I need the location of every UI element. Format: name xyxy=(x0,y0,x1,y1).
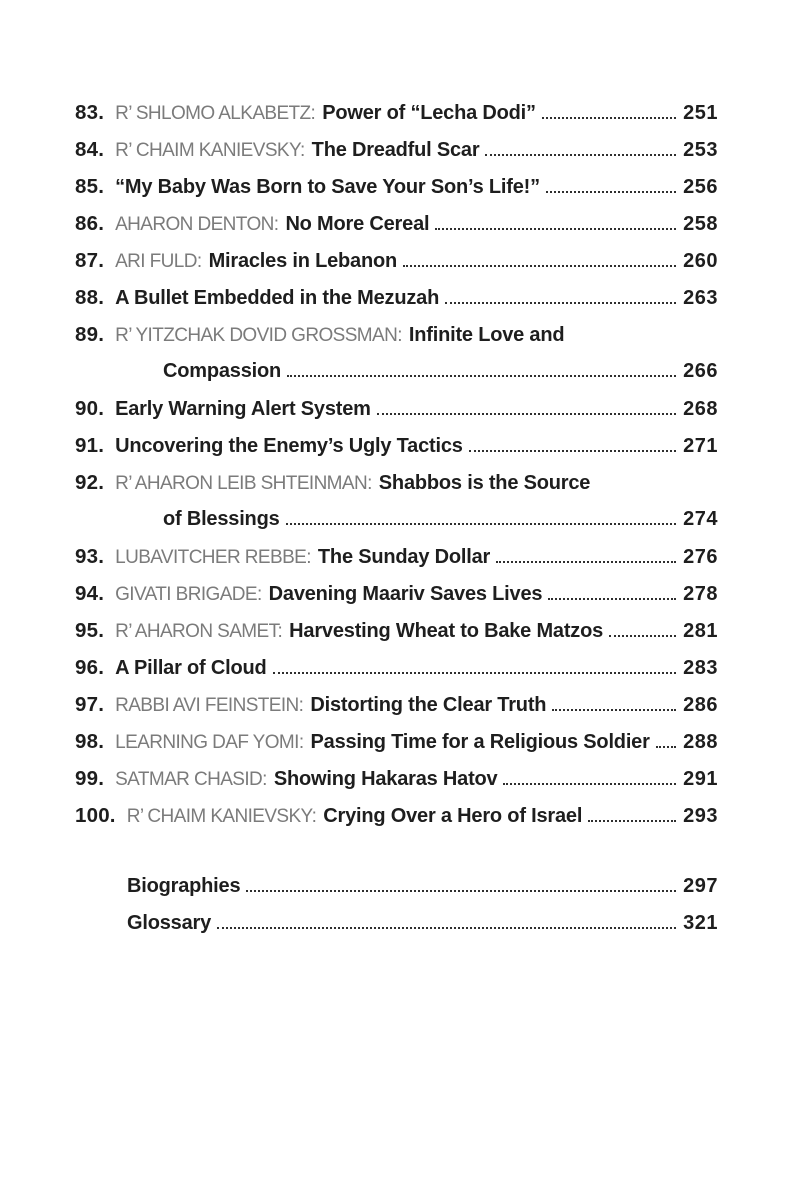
backmatter-list xyxy=(75,875,718,949)
toc-entry-row xyxy=(75,138,718,175)
entry-chapter-name: GIVATI BRIGADE: xyxy=(115,584,262,605)
entry-chapter-name: R’ YITZCHAK DOVID GROSSMAN: xyxy=(115,325,402,346)
entry-title: A Bullet Embedded in the Mezuzah xyxy=(115,287,440,309)
entry-title: The Dreadful Scar xyxy=(311,139,480,161)
entry-title: Crying Over a Hero of Israel xyxy=(323,805,583,827)
entry-number: 96. xyxy=(75,656,105,679)
dot-leader xyxy=(542,113,676,119)
entry-number: 99. xyxy=(75,767,105,790)
entry-page-number: 263 xyxy=(683,287,718,309)
entry-page-number: 258 xyxy=(683,213,718,235)
dot-leader xyxy=(273,668,677,674)
toc-entry-row xyxy=(75,101,718,138)
dot-leader xyxy=(469,446,676,452)
entry-page-number: 253 xyxy=(683,139,718,161)
toc-entry-row xyxy=(75,397,718,434)
entry-title: The Sunday Dollar xyxy=(317,546,491,568)
entry-title: A Pillar of Cloud xyxy=(115,657,267,679)
entry-number: 91. xyxy=(75,434,105,457)
toc-entry-row xyxy=(75,360,718,397)
entry-number: 97. xyxy=(75,693,105,716)
entry-title: Shabbos is the Source xyxy=(378,472,591,494)
entry-page-number: 288 xyxy=(683,731,718,753)
entry-title: Distorting the Clear Truth xyxy=(310,694,547,716)
entry-title: Power of “Lecha Dodi” xyxy=(322,102,536,124)
entry-chapter-name: R’ SHLOMO ALKABETZ: xyxy=(115,103,316,124)
toc-entry-row xyxy=(75,545,718,582)
entry-number: 90. xyxy=(75,397,105,420)
entry-page-number: 256 xyxy=(683,176,718,198)
toc-entry-row xyxy=(75,912,718,949)
toc-entry-row xyxy=(75,249,718,286)
entry-number: 86. xyxy=(75,212,105,235)
dot-leader xyxy=(496,557,676,563)
toc-entry-row xyxy=(75,730,718,767)
toc-entry-row xyxy=(75,212,718,249)
entry-page-number: 283 xyxy=(683,657,718,679)
toc-entry-row xyxy=(75,286,718,323)
entry-number: 85. xyxy=(75,175,105,198)
entry-number: 87. xyxy=(75,249,105,272)
toc-entry-row xyxy=(75,582,718,619)
entry-page-number: 268 xyxy=(683,398,718,420)
dot-leader xyxy=(403,261,676,267)
entry-title: Glossary xyxy=(127,912,212,934)
entry-title: of Blessings xyxy=(163,508,280,530)
dot-leader xyxy=(552,705,676,711)
dot-leader xyxy=(445,298,676,304)
toc-list xyxy=(75,101,718,841)
entry-title: No More Cereal xyxy=(285,213,430,235)
toc-entry-row xyxy=(75,619,718,656)
toc-entry-row xyxy=(75,767,718,804)
dot-leader xyxy=(546,187,676,193)
entry-page-number: 266 xyxy=(683,360,718,382)
dot-leader xyxy=(588,816,676,822)
entry-chapter-name: R’ AHARON SAMET: xyxy=(115,621,283,642)
entry-chapter-name: SATMAR CHASID: xyxy=(115,769,267,790)
entry-number: 89. xyxy=(75,323,105,346)
entry-chapter-name: LEARNING DAF YOMI: xyxy=(115,732,304,753)
entry-page-number: 274 xyxy=(683,508,718,530)
entry-chapter-name: ARI FULD: xyxy=(115,251,202,272)
entry-chapter-name: AHARON DENTON: xyxy=(115,214,279,235)
entry-page-number: 281 xyxy=(683,620,718,642)
entry-number: 95. xyxy=(75,619,105,642)
toc-entry-row xyxy=(75,804,718,841)
entry-number: 100. xyxy=(75,804,116,827)
toc-entry-row xyxy=(75,875,718,912)
entry-title: Uncovering the Enemy’s Ugly Tactics xyxy=(115,435,463,457)
entry-number: 94. xyxy=(75,582,105,605)
entry-page-number: 291 xyxy=(683,768,718,790)
dot-leader xyxy=(485,150,676,156)
entry-page-number: 297 xyxy=(683,875,718,897)
entry-page-number: 321 xyxy=(683,912,718,934)
toc-entry-row xyxy=(75,656,718,693)
entry-number: 92. xyxy=(75,471,105,494)
entry-chapter-name: RABBI AVI FEINSTEIN: xyxy=(115,695,304,716)
entry-number: 98. xyxy=(75,730,105,753)
toc-entry-row xyxy=(75,693,718,730)
entry-page-number: 260 xyxy=(683,250,718,272)
entry-title: Miracles in Lebanon xyxy=(208,250,398,272)
entry-number: 93. xyxy=(75,545,105,568)
entry-page-number: 278 xyxy=(683,583,718,605)
entry-title: Showing Hakaras Hatov xyxy=(273,768,498,790)
entry-title: Compassion xyxy=(163,360,282,382)
entry-number: 83. xyxy=(75,101,105,124)
entry-page-number: 286 xyxy=(683,694,718,716)
entry-number: 84. xyxy=(75,138,105,161)
dot-leader xyxy=(435,224,676,230)
dot-leader xyxy=(217,923,676,929)
dot-leader xyxy=(656,742,676,748)
entry-page-number: 276 xyxy=(683,546,718,568)
toc-content xyxy=(75,101,718,949)
entry-chapter-name: LUBAVITCHER REBBE: xyxy=(115,547,311,568)
entry-chapter-name: R’ CHAIM KANIEVSKY: xyxy=(115,140,305,161)
toc-entry-row xyxy=(75,323,718,360)
dot-leader xyxy=(548,594,676,600)
entry-title: “My Baby Was Born to Save Your Son’s Life!” xyxy=(115,176,540,198)
entry-title: Davening Maariv Saves Lives xyxy=(268,583,543,605)
toc-entry-row xyxy=(75,175,718,212)
dot-leader xyxy=(377,409,676,415)
entry-title: Harvesting Wheat to Bake Matzos xyxy=(289,620,604,642)
entry-chapter-name: R’ CHAIM KANIEVSKY: xyxy=(126,806,317,827)
entry-chapter-name: R’ AHARON LEIB SHTEINMAN: xyxy=(115,473,372,494)
dot-leader xyxy=(609,631,676,637)
entry-page-number: 271 xyxy=(683,435,718,457)
entry-title: Infinite Love and xyxy=(408,324,565,346)
entry-title: Early Warning Alert System xyxy=(115,398,371,420)
entry-title: Biographies xyxy=(127,875,241,897)
dot-leader xyxy=(246,886,676,892)
entry-title: Passing Time for a Religious Soldier xyxy=(310,731,650,753)
dot-leader xyxy=(286,519,677,525)
dot-leader xyxy=(503,779,676,785)
toc-entry-row xyxy=(75,434,718,471)
dot-leader xyxy=(287,371,676,377)
toc-entry-row xyxy=(75,508,718,545)
toc-entry-row xyxy=(75,471,718,508)
entry-page-number: 293 xyxy=(683,805,718,827)
entry-number: 88. xyxy=(75,286,105,309)
entry-page-number: 251 xyxy=(683,102,718,124)
